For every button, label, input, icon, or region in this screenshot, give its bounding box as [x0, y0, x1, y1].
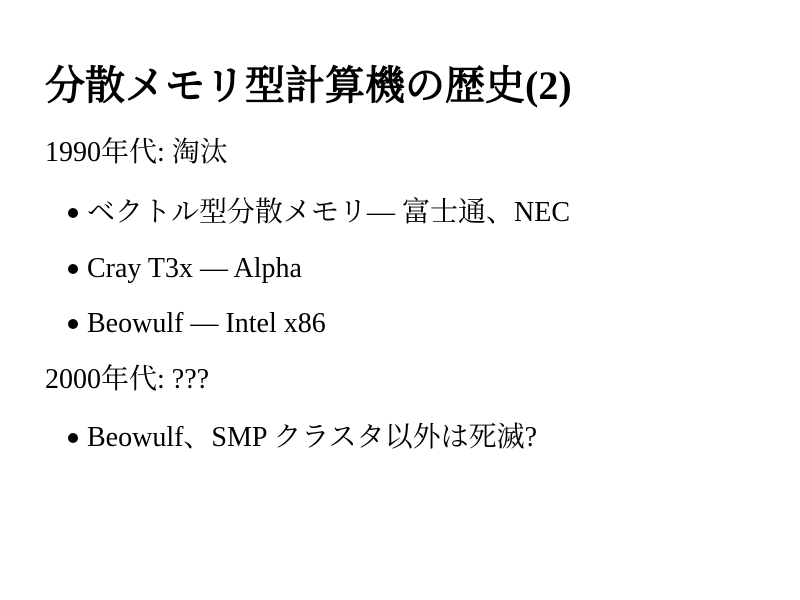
list-item	[68, 421, 537, 455]
bullet-item-label: ベクトル型分散メモリ— 富士通、NEC	[87, 197, 571, 228]
bullet-icon	[68, 433, 78, 443]
section-heading-2000s: 2000年代: ???	[45, 364, 210, 395]
list-item	[68, 252, 302, 286]
bullet-icon	[68, 208, 78, 218]
bullet-icon	[68, 319, 78, 329]
slide-title: 分散メモリ型計算機の歴史(2)	[45, 63, 572, 108]
bullet-icon	[68, 264, 78, 274]
bullet-item-label: Cray T3x — Alpha	[87, 253, 302, 284]
section-heading-1990s: 1990年代: 淘汰	[45, 137, 228, 168]
list-item	[68, 307, 326, 341]
list-item	[68, 196, 570, 230]
bullet-item-label: Beowulf — Intel x86	[87, 308, 326, 339]
bullet-item-label: Beowulf、SMP クラスタ以外は死滅?	[87, 422, 538, 453]
